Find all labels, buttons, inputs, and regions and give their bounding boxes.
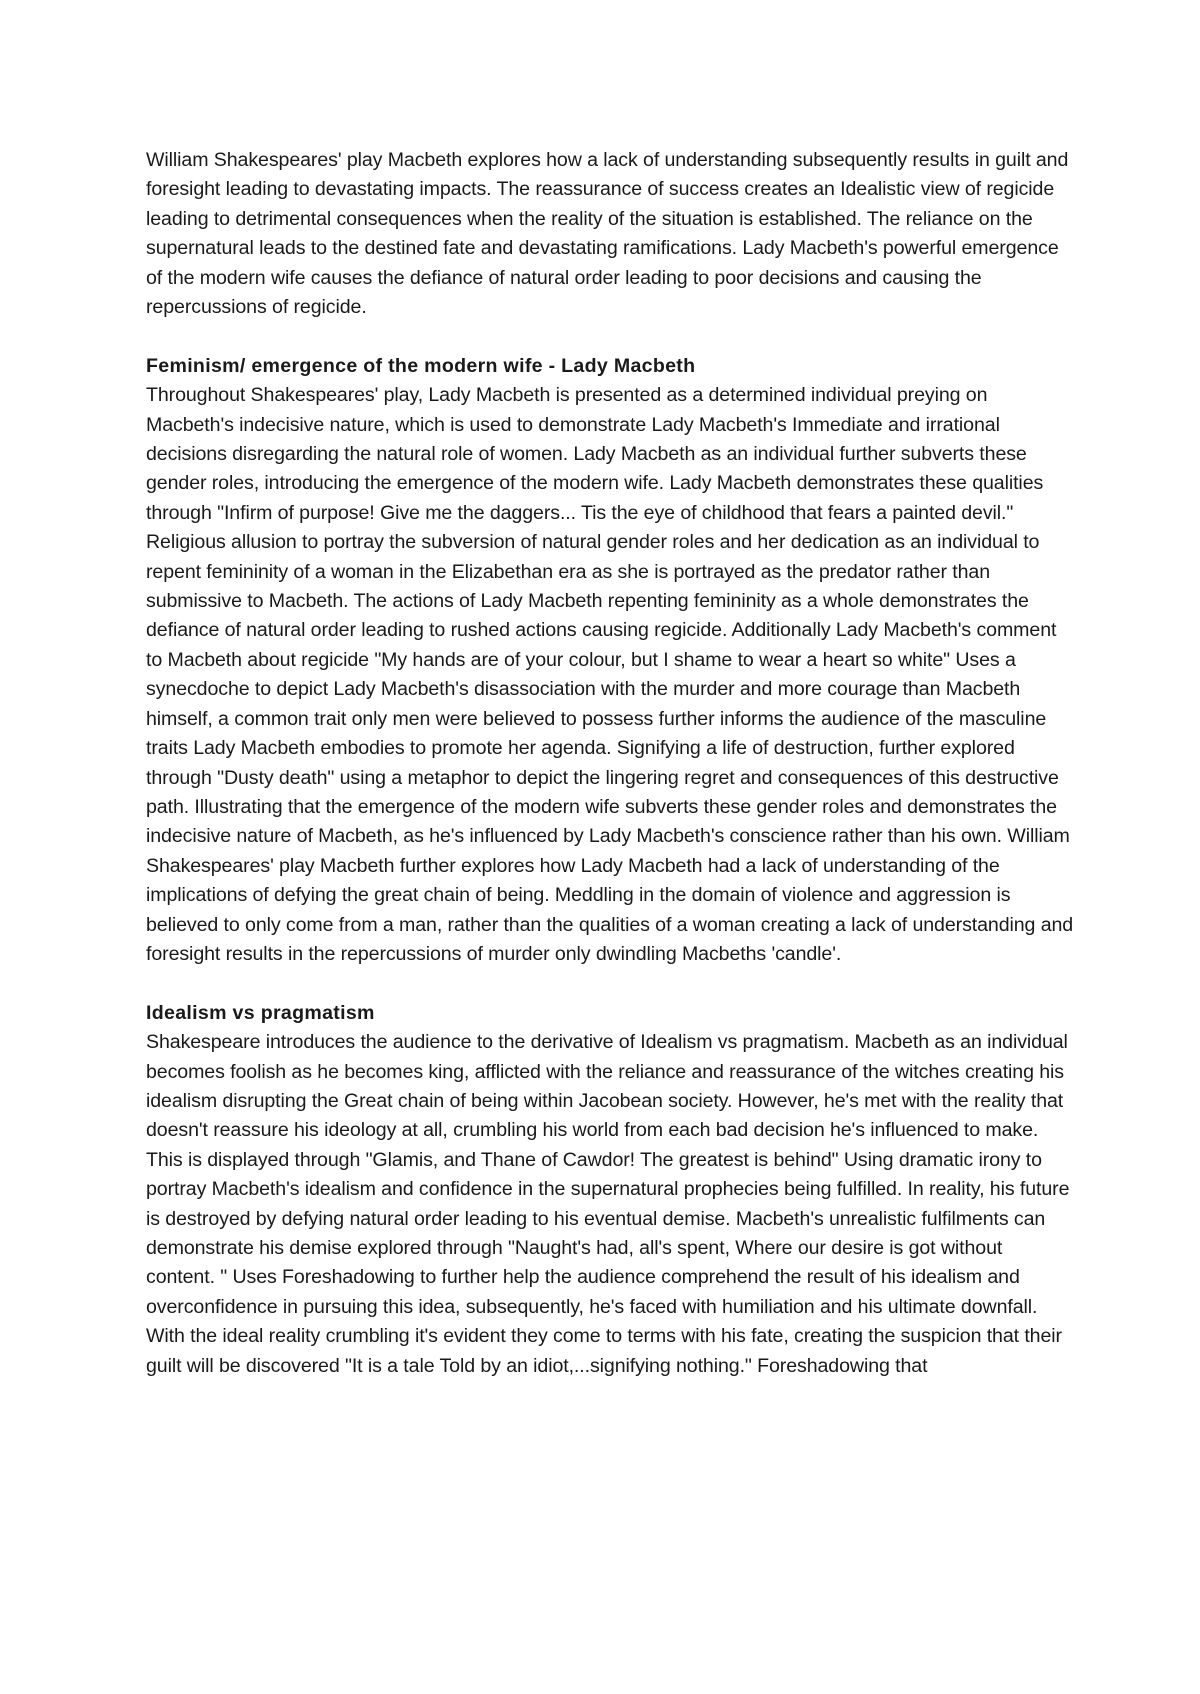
section-heading: Feminism/ emergence of the modern wife - Lady Macbeth bbox=[146, 354, 696, 377]
paragraph-spacer bbox=[146, 322, 1074, 351]
section-feminism bbox=[146, 352, 1074, 970]
section-idealism bbox=[146, 999, 1074, 1381]
intro-paragraph: William Shakespeares' play Macbeth explores how a lack of understanding subsequently results in guilt and foresight leading to devastating impacts. The reassurance of success creates an Idealistic view of regicide leading to detrimental consequences when the reality of the situation is established. The reliance on the supernatural leads to the destined fate and devastating ramifications. Lady Macbeth's powerful emergence of the modern wife causes the defiance of natural order leading to poor decisions and causing the repercussions of regicide. bbox=[146, 149, 1069, 319]
section-heading: Idealism vs pragmatism bbox=[146, 1001, 375, 1024]
paragraph-spacer bbox=[146, 969, 1074, 998]
section-body: Shakespeare introduces the audience to the derivative of Idealism vs pragmatism. Macbeth as an individual becomes foolish as he becomes king, afflicted with the reliance and reassurance of the witches creating his idealism disrupting the Great chain of being within Jacobean society. However, he's met with the reality that doesn't reassure his ideology at all, crumbling his world from each bad decision he's influenced to make. This is displayed through "Glamis, and Thane of Cawdor! The greatest is behind" Using dramatic irony to portray Macbeth's idealism and confidence in the supernatural prophecies being fulfilled. In reality, his future is destroyed by defying natural order leading to his eventual demise. Macbeth's unrealistic fulfilments can demonstrate his demise explored through "Naught's had, all's spent, Where our desire is got without content. " Uses Foreshadowing to further help the audience comprehend the result of his idealism and overconfidence in pursuing this idea, subsequently, he's faced with humiliation and his ultimate downfall. With the ideal reality crumbling it's evident they come to terms with his fate, creating the suspicion that their guilt will be discovered "It is a tale Told by an idiot,...signifying nothing." Foreshadowing that bbox=[146, 1031, 1070, 1377]
document-page bbox=[146, 146, 1074, 1381]
section-body: Throughout Shakespeares' play, Lady Macbeth is presented as a determined individual preying on Macbeth's indecisive nature, which is used to demonstrate Lady Macbeth's Immediate and irrational decisions disregarding the natural role of women. Lady Macbeth as an individual further subverts these gender roles, introducing the emergence of the modern wife. Lady Macbeth demonstrates these qualities through "Infirm of purpose! Give me the daggers... Tis the eye of childhood that fears a painted devil." Religious allusion to portray the subversion of natural gender roles and her dedication as an individual to repent femininity of a woman in the Elizabethan era as she is portrayed as the predator rather than submissive to Macbeth. The actions of Lady Macbeth repenting femininity as a whole demonstrates the defiance of natural order leading to rushed actions causing regicide. Additionally Lady Macbeth's comment to Macbeth about regicide "My hands are of your colour, but I shame to wear a heart so white" Uses a synecdoche to depict Lady Macbeth's disassociation with the murder and more courage than Macbeth himself, a common trait only men were believed to possess further informs the audience of the masculine traits Lady Macbeth embodies to promote her agenda. Signifying a life of destruction, further explored through "Dusty death" using a metaphor to depict the lingering regret and consequences of this destructive path. Illustrating that the emergence of the modern wife subverts these gender roles and demonstrates the indecisive nature of Macbeth, as he's influenced by Lady Macbeth's conscience rather than his own. William Shakespeares' play Macbeth further explores how Lady Macbeth had a lack of understanding of the implications of defying the great chain of being. Meddling in the domain of violence and aggression is believed to only come from a man, rather than the qualities of a woman creating a lack of understanding and foresight results in the repercussions of murder only dwindling Macbeths 'candle'. bbox=[146, 384, 1074, 965]
